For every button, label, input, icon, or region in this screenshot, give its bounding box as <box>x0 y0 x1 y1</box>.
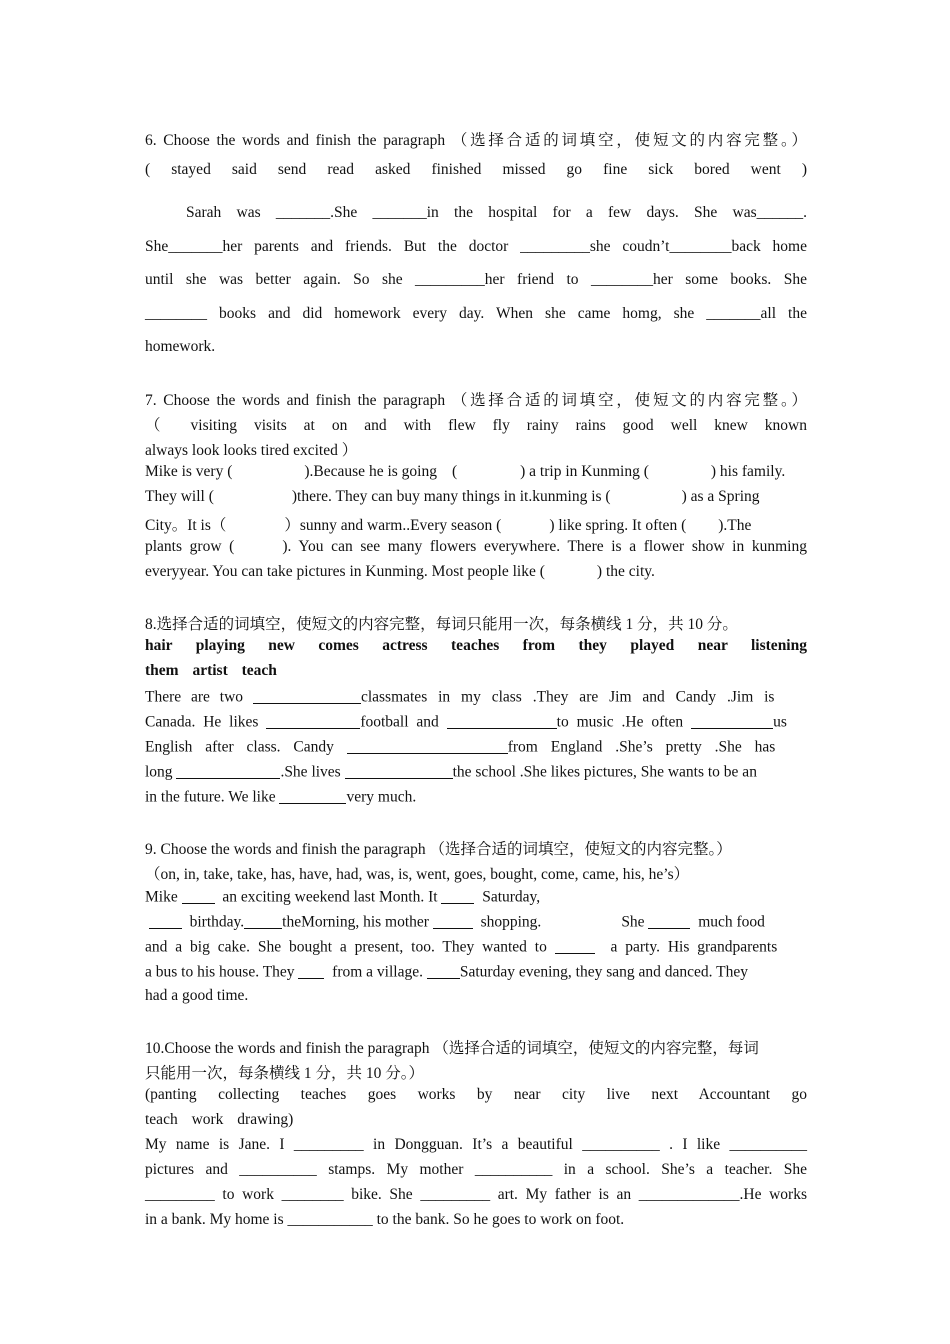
s10-title-2: 只能用一次，每条横线 1 分，共 10 分。） <box>145 1065 425 1082</box>
s10-word-bank-1: (panting collecting teaches goes works by near city live next Accountant go <box>145 1086 807 1103</box>
blank <box>441 887 474 904</box>
s6-line-5: homework. <box>145 338 216 355</box>
s6-word-bank: ( stayed said send read asked finished missed go fine sick bored went ) <box>145 161 807 178</box>
s9-line-1: Mike an exciting weekend last Month. It Saturday, <box>145 888 541 906</box>
s7-line-4: plants grow ( ). You can see many flowers everywhere. There is a flower show in kunming <box>145 538 807 555</box>
s7-title: 7. Choose the words and finish the paragraph （选择合适的词填空，使短文的内容完整。） <box>145 392 807 409</box>
s9-line-2: birthday. theMorning, his mother shopping. She much food <box>145 912 807 932</box>
s7-word-bank-1: （ visiting visits at on and with flew fly rainy rains good well knew known <box>145 417 807 434</box>
s7-line-3: City。It is（ ）sunny and warm..Every season ( ) like spring. It often ( ).The <box>145 517 752 534</box>
s6-line-3: until she was better again. So she _________her friend to ________her some books. She <box>145 271 807 288</box>
s7-line-2: They will ( )there. They can buy many things in it.kunming is ( ) as a Spring <box>145 488 760 505</box>
blank <box>149 912 182 929</box>
blank <box>279 787 346 804</box>
blank <box>691 712 773 729</box>
s10-word-bank-2: teach work drawing) <box>145 1111 294 1128</box>
s6-line-2: She_______her parents and friends. But the doctor _________she coudn’t________back home <box>145 238 807 255</box>
blank <box>298 962 324 979</box>
blank <box>176 762 280 779</box>
s8-line-1: There are two classmates in my class .They are Jim and Candy .Jim is <box>145 688 775 706</box>
s7-line-5: everyyear. You can take pictures in Kunming. Most people like ( ) the city. <box>145 563 655 580</box>
s10-line-3: _________ to work ________ bike. She _________ art. My father is an _____________.He works <box>145 1186 807 1203</box>
s9-title: 9. Choose the words and finish the paragraph （选择合适的词填空，使短文的内容完整。） <box>145 841 732 858</box>
blank <box>427 962 460 979</box>
s8-line-5: in the future. We like very much. <box>145 788 417 806</box>
s6-title: 6. Choose the words and finish the paragraph （选择合适的词填空，使短文的内容完整。） <box>145 132 807 149</box>
blank <box>648 912 690 929</box>
s9-line-4: a bus to his house. They from a village. Saturday evening, they sang and danced. They <box>145 963 748 981</box>
blank <box>244 912 282 929</box>
s6-line-1: Sarah was _______.She _______in the hospital for a few days. She was______. <box>186 204 807 221</box>
s8-title: 8.选择合适的词填空，使短文的内容完整，每词只能用一次，每条横线 1 分，共 10 分。 <box>145 616 738 633</box>
s7-line-1: Mike is very ( ).Because he is going ( ) a trip in Kunming ( ) his family. <box>145 463 786 480</box>
s10-title-1: 10.Choose the words and finish the paragraph （选择合适的词填空，使短文的内容完整，每词 <box>145 1040 759 1057</box>
s10-line-4: in a bank. My home is ___________ to the bank. So he goes to work on foot. <box>145 1211 625 1228</box>
s9-word-bank: （on, in, take, take, has, have, had, was, is, went, goes, bought, come, came, his, he’s） <box>145 866 690 883</box>
s9-line-3: and a big cake. She bought a present, too. They wanted to a party. His grandparents <box>145 938 778 956</box>
s7-word-bank-2: always look looks tired excited ） <box>145 442 358 459</box>
blank <box>253 687 361 704</box>
blank <box>182 887 215 904</box>
blank <box>266 712 360 729</box>
blank <box>555 937 595 954</box>
s6-line-4: ________ books and did homework every day. When she came homg, she _______all the <box>145 305 807 322</box>
s8-word-bank-2: them artist teach <box>145 662 277 679</box>
blank <box>447 712 557 729</box>
s8-word-bank-1: hair playing new comes actress teaches from they played near listening <box>145 637 807 654</box>
s8-line-3: English after class. Candy from England .She’s pretty .She has <box>145 738 776 756</box>
s10-line-1: My name is Jane. I _________ in Dongguan. It’s a beautiful __________ . I like __________ <box>145 1136 807 1153</box>
s8-line-4: long .She lives the school .She likes pictures, She wants to be an <box>145 763 757 781</box>
s10-line-2: pictures and __________ stamps. My mother __________ in a school. She’s a teacher. She <box>145 1161 807 1178</box>
blank <box>433 912 473 929</box>
s8-line-2: Canada. He likes football and to music .He often us <box>145 713 787 731</box>
s9-line-5: had a good time. <box>145 987 249 1004</box>
blank <box>345 762 453 779</box>
blank <box>347 737 508 754</box>
